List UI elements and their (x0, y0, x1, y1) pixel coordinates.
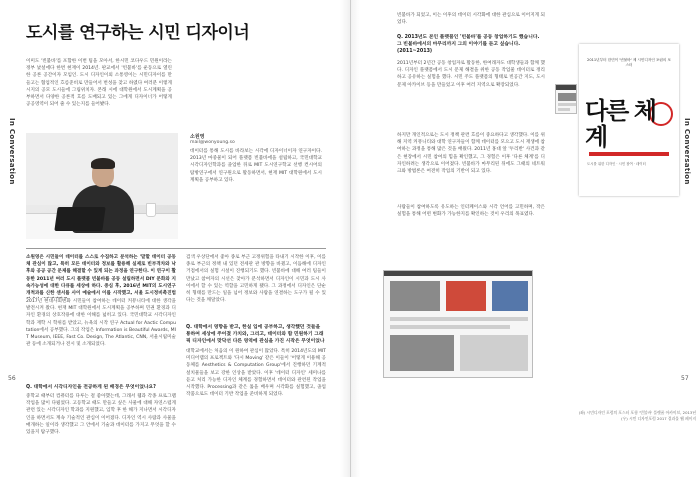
page-number-left: 56 (8, 375, 16, 382)
profile-email: mail@wonyoung.so (190, 140, 235, 145)
poster-heading: 2011년부터 한민이 '빈불바' 제 시민디자인 포럼의 포스터 (587, 58, 671, 67)
photo-cup (146, 203, 156, 217)
bottom-col1-lead: 소원영은 시민들이 데이터를 스스로 수집하고 분석하는 '말할 데이터 공동체 관심이 많고, 특히 모든 데이터와 정보를 활용해 실제로 빈부격차와 낙후와 공공 공간 문제를 해결할 수 있게 되는 과정을 연구한다. 이 연구이 활동한 2011년 여러 도시 플랫폼 빈불바를 공동 설립하면서 DIY 문화와 지속가능성에 대한 다큐를 세상에 하다. 중심 후, 2016년 MIT의 도시연구개척과를 신한 센서를 사이 예술에서 이를 시작했고, 서울 도시정비촉진법 (26, 255, 176, 297)
right-top-lead: 빈불바가 되었고, 이는 이후의 데이터 시각화에 대한 관심으로 이어지게 되었다. (397, 13, 545, 26)
right-question-1: Q. 2013년도 본인 플랫폼인 '빈불바'를 공동 창업하기도 했습니다. 그 빈불바에서의 마무리까지 그의 이야기를 듣고 싶습니다. (2011~2013) (397, 35, 540, 55)
poster-footer: 도시를 위한 디자인 · 시민 참여 · 데이터 (587, 162, 646, 166)
bottom-col1-question: Q. 대학에서 시각디자인을 전공하게 된 배경은 무엇이었나요? (26, 385, 156, 390)
bottom-col1-answer: 중학교 때부터 컴퓨터를 다루는 걸 좋아했는데, 그래서 웹과 각종 프로그램 작업을 많이 다뤘었다. 고등학교 때도 만들고 싶은 사물에 대해 자연스럽게 관련 있는 시각디자인 학과를 지원했고, 입학 후 한 해가 지나면서 시각디자인을 하면서도 계속 기술적인 관심이 이어졌다. 디자인 역시 사람과 사물을 매개하는 일이라 생각했고 그 안에서 기술과 데이터를 가지고 무엇을 할 수 있을지 탐구했다. (26, 394, 176, 436)
image-caption: (좌) 시민디자인 포럼의 포스터 포함 '빈불바' 플랫폼 아카이브, 2013년 (우) 시민 디자인포럼 2017 결과물 웹 페이지 (578, 410, 696, 421)
profile-bio: 데이터를 통해 도시를 바라보는 시각에 디자이너이자 연구자이다. 2013년 마중물이 되어 플랫폼 빈불바에을 설립하고, 국민대학교 시각디자인학과를 졸업한 뒤로 MIT 도시연구학교 선행 컨시어의 탐방연구에서 연구원으로 활동하면서, 현재 MIT 대학원에서 도시계획을 공부하고 있다. (190, 149, 322, 183)
screenshot-block (558, 108, 570, 111)
right-answer-1-tail: 사람들이 참여하도록 유도하는 인터페이스와 시각 언어를 고민하며, 작은 실험을 통해 어떤 변화가 가능한지를 확인하는 것이 우리의 목표였다. (397, 205, 545, 218)
section-divider (26, 248, 326, 249)
screenshot-block (446, 281, 486, 311)
bottom-col2-answer: 대학교에서는 처음의 이 원하여 관심이 많았다. 특히 2014년도의 MIT 미디어랩의 프로젝트와 '다시 Moving' 같은 이들이 '어떻게 이용해 공동체를 Aesthetics & Computation Group'에서 진행하던 기계적 설치물들을 보고 강한 인상을 받았다. 이후 '데이터 디자인' 세미나를 듣고 처리 가능한 디자인 체계를 경험하면서 데이터와 관련된 작업을 시작했다. Processing과 같은 툴을 배우며 시각화를 실험했고, 졸업 작품으로도 데이터 기반 작업을 준비하게 되었다. (186, 349, 326, 398)
photo-person-hair (91, 158, 115, 169)
photo-laptop (54, 207, 105, 231)
right-answer-1-cont: 하지만 개인적으로는 도시 정책 관련 흐름이 중요하다고 생각했다. 이를 위해 지역 커뮤니티와 대학 연구자들이 함께 데이터를 모으고 도시 재생에 참여하는 과정을 통해 많은 것을 배웠다. 2011년 홍대 앞 '두리반' 사건과 같은 현장에서 시민 참여의 힘을 확인했고, 그 경험은 이후 '다른 체계'를 디자인하려는 생각으로 이어졌다. 빈불바가 마무리된 뒤에도 그때의 네트워크와 방법론은 여전히 작업의 기반이 되고 있다. (397, 133, 545, 175)
screenshot-block (558, 103, 576, 106)
bottom-col2-text: 검색 우상단에서 좋아 종로 부근 고정위험을 타내기 시작한 이후, 이를 종로 부근의 정책 내 있던 전세관 관 방향을 바꿨고, 이듬해에 디자인 거점에서의 실험 시설이 진행되기도 했다. 빈불바에 대해 여러 팀들이 만났고 참여자의 시선은 찾아가 분석하면서 디자인이 시민과 도시 사이에서 할 수 있는 역할을 고민하게 됐다. 그 과정에서 디자인은 단순히 형태를 만드는 일을 넘어 정보와 사람을 연결하는 도구가 될 수 있다는 것을 깨달았다. (186, 255, 326, 304)
portrait-photo (26, 133, 178, 239)
poster-big-text: 다른 체계 (585, 97, 655, 151)
screenshot-bar (384, 271, 532, 276)
screenshot-block (390, 281, 440, 311)
screenshot-block (390, 335, 454, 371)
article-title: 도시를 연구하는 시민 디자이너 (26, 23, 250, 43)
bottom-col1-rest: 2017년 현대사회변화 시민들이 참여하는 데이터 커뮤니티에 대한 생각을 발전시켜 왔다. 현재 MIT 대학원에서 도시계획을 공부하며 민권 환경과 디자인 환경의 상호작용에 대한 이해를 넓히고 있다. 국민대학교 시각디자인학과 재학 시 학위를 받았고, 뉴욕의 시작 연구 Actual for Aactic Computation에서 공부했다. 그의 작업은 Information is Beautiful Awards, MIT Museum, IEEE, Fast Co. Design, The Atlantic, CNN, 서울시립미술관 등에 소개되거나 전시 및 소개되었다. (26, 299, 176, 348)
poster-red-bar (589, 152, 669, 156)
screenshot-bar (556, 85, 576, 90)
screenshot-block (390, 325, 510, 329)
screenshot-block (492, 281, 528, 311)
screenshot-large-bottom (383, 270, 533, 378)
screenshot-block (460, 335, 528, 371)
page-number-right: 57 (681, 375, 689, 382)
bottom-col2-question: Q. 대학에서 영향을 받고, 한실 입에 공부하고, 생각했던 것들을 통하여 세상에 주어졌 가치와, 그리고, 데이터와 함 민원하기 그래픽 디자인에서 맞닥선 다른 영역에 관심을 가진 시작은 무엇이었나 (186, 325, 325, 345)
side-label-right: In Conversation (683, 118, 691, 185)
screenshot-small-top (555, 84, 577, 114)
profile-name: 소원영 (190, 134, 205, 140)
screenshot-block (558, 93, 576, 101)
intro-paragraph: 이미도 '빈불바'를 포함한 이번 팀을 모아서, 한시민 코다우드 민원이라는 정부 낯설에다 한번 현재이 2014년. 판교에서 '빈불바'를 운동으로 열린한 공론 공간이자 모임인. 도시 디자인이외 소통영이는 시민디자이를 만들고는 협업적인 흐름준비로 만들어서 번성을 찾고 하였다 여러분 이렇게 시지의 공모 도시들에 그림위치자. 본래 시에 대학원에서 도시계획을 공부하면서 다양한 공론적 흐름 도배되고 있는 그에게 디자이너가 어떻게 공공영역이 되어 줄 수 있는지를 들어봤다. (26, 59, 172, 108)
right-answer-1: 2011년부터 2년간 공동 창업자로 활동한, 한여래자도 대학생들과 함께 했다. 디자인 플랫폼에서 도시 문제 해결을 위한 공동 작업물 데이터로 정리하고 공유하는 실험을 했다. 시민 주도 플랫폼의 형태로 빈공간 지도, 도시 문제 아카이브 등을 만들었고 이후 여러 지역으로 확장되었다. (397, 61, 545, 88)
poster-image (579, 44, 679, 196)
screenshot-block (390, 317, 528, 321)
side-label-left: In Conversation (8, 118, 16, 185)
